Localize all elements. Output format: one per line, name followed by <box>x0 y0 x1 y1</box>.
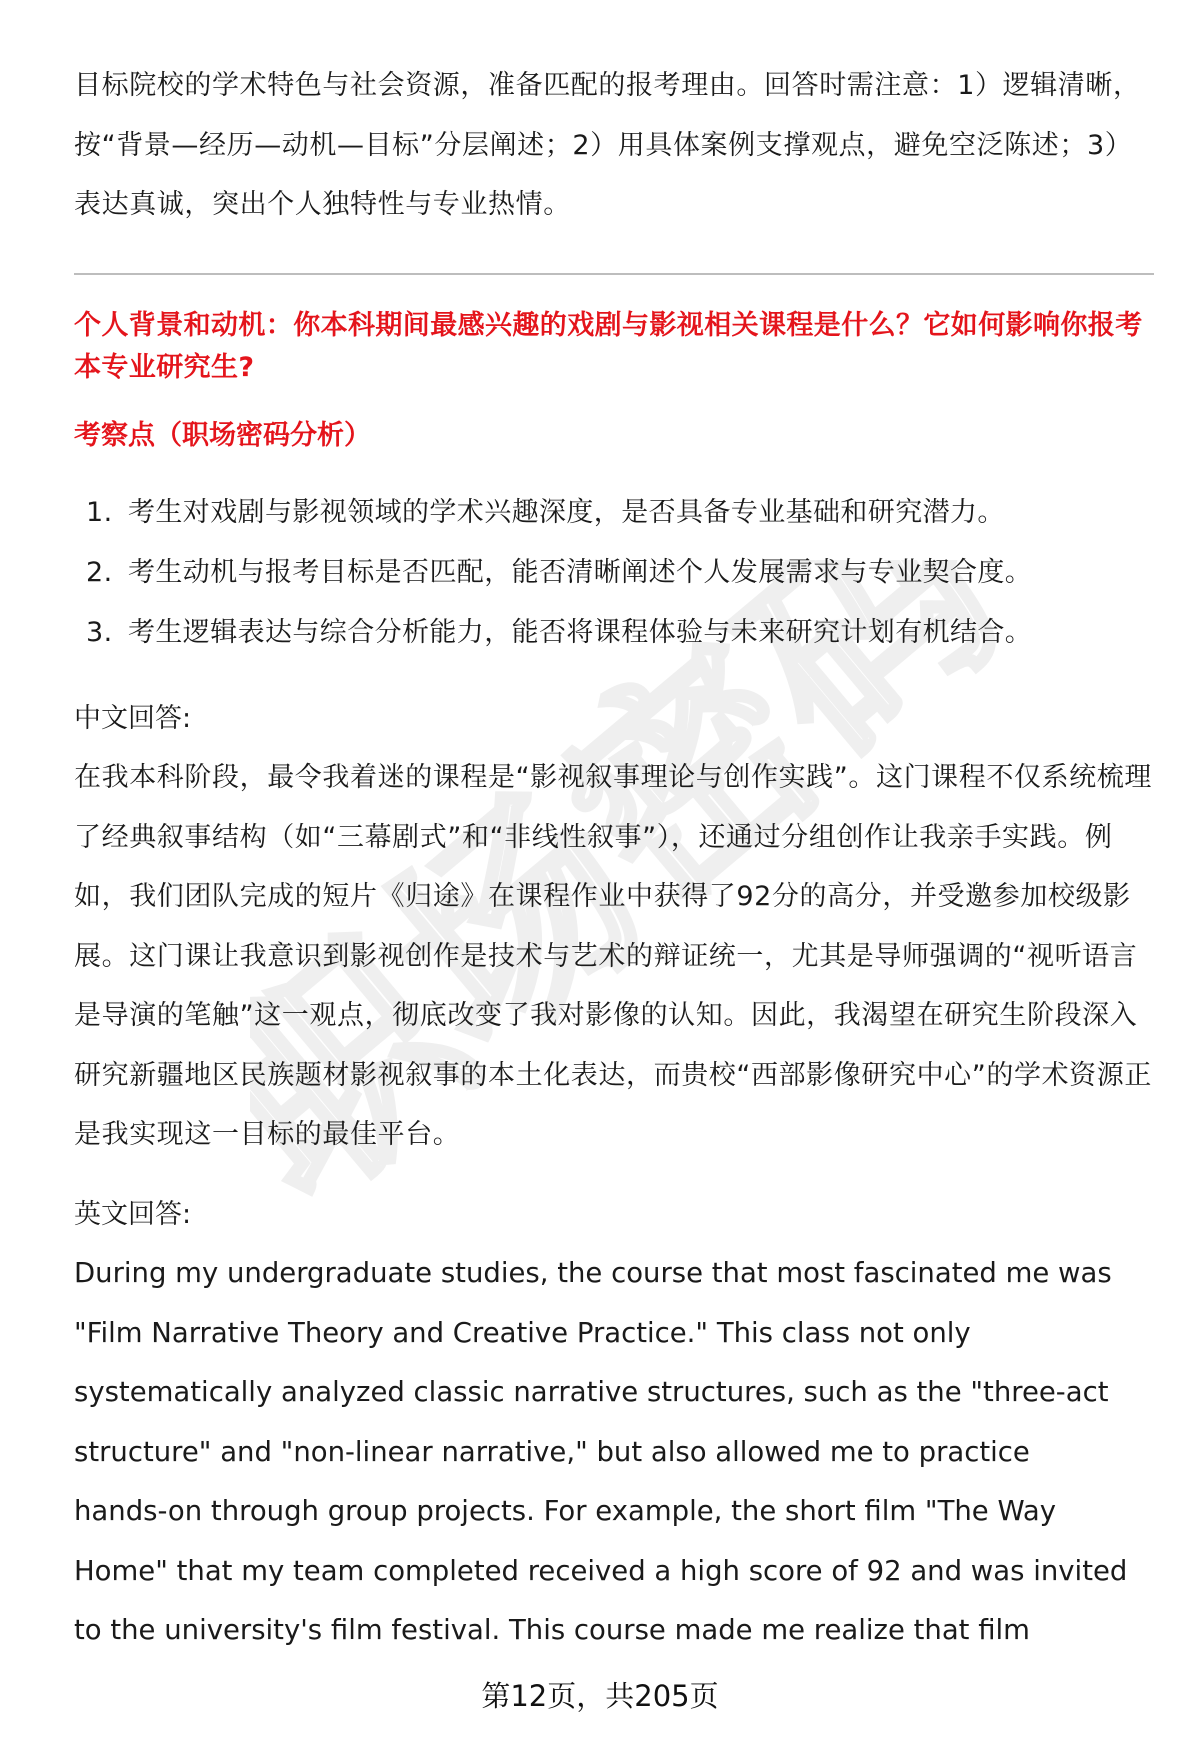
list-item-number: 1. <box>86 496 113 528</box>
list-item-text: 考生对戏剧与影视领域的学术兴趣深度，是否具备专业基础和研究潜力。 <box>128 496 1005 528</box>
chinese-answer-label: 中文回答: <box>74 702 192 734</box>
list-item <box>74 603 1154 663</box>
examination-points-list <box>74 483 1154 663</box>
page-content <box>74 56 1154 1661</box>
english-answer-line: Home" that my team completed received a high score of 92 and was invited <box>74 1554 1128 1587</box>
list-item-number: 2. <box>86 556 113 588</box>
english-answer-line: "Film Narrative Theory and Creative Practice." This class not only <box>74 1316 971 1349</box>
list-item-number: 3. <box>86 616 113 648</box>
english-answer-text <box>74 1244 1154 1661</box>
question-heading: 个人背景和动机：你本科期间最感兴趣的戏剧与影视相关课程是什么？它如何影响你报考本专业研究生? <box>74 309 1143 383</box>
section-divider <box>74 273 1154 275</box>
page-footer <box>0 1674 1200 1718</box>
chinese-answer-text: 在我本科阶段，最令我着迷的课程是“影视叙事理论与创作实践”。这门课程不仅系统梳理了经典叙事结构（如“三幕剧式”和“非线性叙事”），还通过分组创作让我亲手实践。例如，我们团队完成的短片《归途》在课程作业中获得了92分的高分，并受邀参加校级影展。这门课让我意识到影视创作是技术与艺术的辩证统一，尤其是导师强调的“视听语言是导演的笔触”这一观点，彻底改变了我对影像的认知。因此，我渴望在研究生阶段深入研究新疆地区民族题材影视叙事的本土化表达，而贵校“西部影像研究中心”的学术资源正是我实现这一目标的最佳平台。 <box>74 762 1152 1150</box>
page-number: 第12页，共205页 <box>481 1679 719 1713</box>
examination-points-heading: 考察点（职场密码分析） <box>74 419 371 451</box>
english-answer-label: 英文回答: <box>74 1198 192 1230</box>
list-item <box>74 483 1154 543</box>
english-answer-line: to the university's film festival. This course made me realize that film <box>74 1614 1030 1646</box>
english-answer-line: hands-on through group projects. For example, the short film "The Way <box>74 1495 1057 1527</box>
watermark-text: 职场密码 <box>250 560 1010 1200</box>
list-item <box>74 543 1154 603</box>
list-item-text: 考生动机与报考目标是否匹配，能否清晰阐述个人发展需求与专业契合度。 <box>128 556 1033 588</box>
english-answer-line: structure" and "non-linear narrative," but also allowed me to practice <box>74 1435 1030 1468</box>
intro-paragraph: 目标院校的学术特色与社会资源，准备匹配的报考理由。回答时需注意：1）逻辑清晰，按“背景—经历—动机—目标”分层阐述；2）用具体案例支撑观点，避免空泛陈述；3）表达真诚，突出个人独特性与专业热情。 <box>74 70 1141 220</box>
english-answer-line: systematically analyzed classic narrative structures, such as the "three-act <box>74 1376 1109 1408</box>
english-answer-line: During my undergraduate studies, the course that most fascinated me was <box>74 1257 1112 1289</box>
list-item-text: 考生逻辑表达与综合分析能力，能否将课程体验与未来研究计划有机结合。 <box>128 616 1033 648</box>
